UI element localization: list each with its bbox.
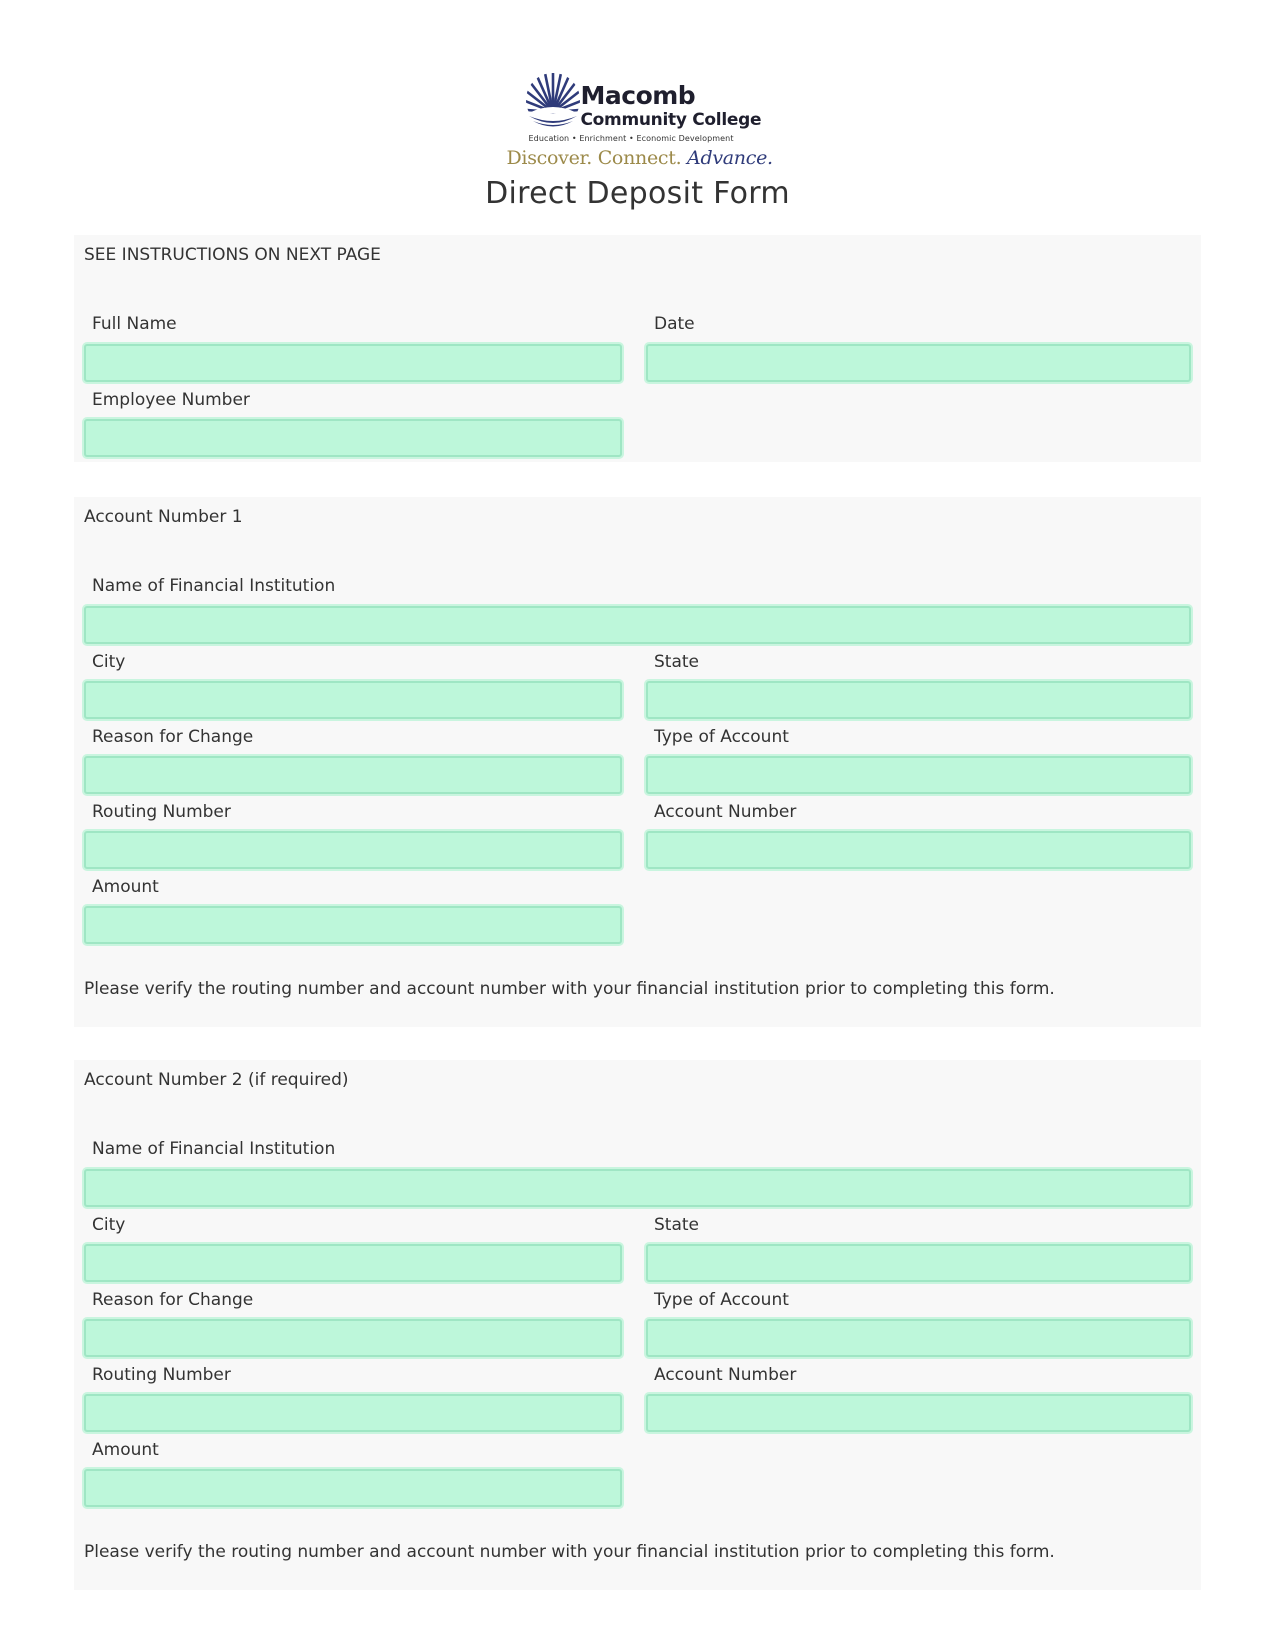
- instructions-heading: SEE INSTRUCTIONS ON NEXT PAGE: [84, 245, 381, 265]
- account1-routing-input[interactable]: [84, 831, 622, 869]
- account2-verify-note: Please verify the routing number and account number with your financial institution prior to completing this form.: [84, 1542, 1055, 1562]
- account2-panel: [74, 1060, 1201, 1590]
- account2-city-input[interactable]: [84, 1244, 622, 1282]
- date-label: Date: [654, 314, 695, 334]
- account2-state-input[interactable]: [646, 1244, 1191, 1282]
- account2-institution-input[interactable]: [84, 1169, 1191, 1207]
- account1-reason-label: Reason for Change: [92, 727, 254, 747]
- tagline-part2: Advance.: [687, 147, 773, 169]
- college-logo: [506, 68, 773, 176]
- account2-type-input[interactable]: [646, 1319, 1191, 1357]
- full-name-label: Full Name: [92, 314, 177, 334]
- account1-state-input[interactable]: [646, 681, 1191, 719]
- account1-amount-input[interactable]: [84, 906, 622, 944]
- account1-city-input[interactable]: [84, 681, 622, 719]
- account1-account-input[interactable]: [646, 831, 1191, 869]
- account2-city-label: City: [92, 1215, 126, 1235]
- logo-name-line1: Macomb: [580, 81, 696, 110]
- account2-reason-label: Reason for Change: [92, 1290, 254, 1310]
- account2-heading: Account Number 2 (if required): [84, 1070, 349, 1090]
- account1-city-label: City: [92, 652, 126, 672]
- account1-state-label: State: [654, 652, 699, 672]
- account2-reason-input[interactable]: [84, 1319, 622, 1357]
- logo-motto: Education • Enrichment • Economic Development: [528, 134, 734, 143]
- account1-panel: [74, 497, 1201, 1027]
- account2-routing-input[interactable]: [84, 1394, 622, 1432]
- account2-state-label: State: [654, 1215, 699, 1235]
- logo-name-line2: Community College: [580, 110, 762, 130]
- account1-routing-label: Routing Number: [92, 802, 231, 822]
- account2-account-input[interactable]: [646, 1394, 1191, 1432]
- account1-reason-input[interactable]: [84, 756, 622, 794]
- account1-verify-note: Please verify the routing number and account number with your financial institution prior to completing this form.: [84, 979, 1055, 999]
- account1-account-label: Account Number: [654, 802, 797, 822]
- full-name-input[interactable]: [84, 344, 622, 382]
- account2-amount-input[interactable]: [84, 1469, 622, 1507]
- account1-heading: Account Number 1: [84, 507, 243, 527]
- account2-account-label: Account Number: [654, 1365, 797, 1385]
- account2-type-label: Type of Account: [654, 1290, 789, 1310]
- account1-amount-label: Amount: [92, 877, 159, 897]
- employee-panel: [74, 235, 1201, 462]
- account2-amount-label: Amount: [92, 1440, 159, 1460]
- employee-number-label: Employee Number: [92, 390, 250, 410]
- account2-institution-label: Name of Financial Institution: [92, 1139, 336, 1159]
- page-title: Direct Deposit Form: [485, 176, 790, 211]
- account2-routing-label: Routing Number: [92, 1365, 231, 1385]
- account1-type-input[interactable]: [646, 756, 1191, 794]
- date-input[interactable]: [646, 344, 1191, 382]
- logo-tagline: [507, 147, 773, 169]
- account1-institution-label: Name of Financial Institution: [92, 576, 336, 596]
- tagline-part1: Discover. Connect.: [506, 147, 688, 169]
- logo-wrap: [0, 68, 1275, 176]
- sunburst-logo-icon: [525, 72, 581, 130]
- employee-number-input[interactable]: [84, 419, 622, 457]
- account1-institution-input[interactable]: [84, 606, 1191, 644]
- account1-type-label: Type of Account: [654, 727, 789, 747]
